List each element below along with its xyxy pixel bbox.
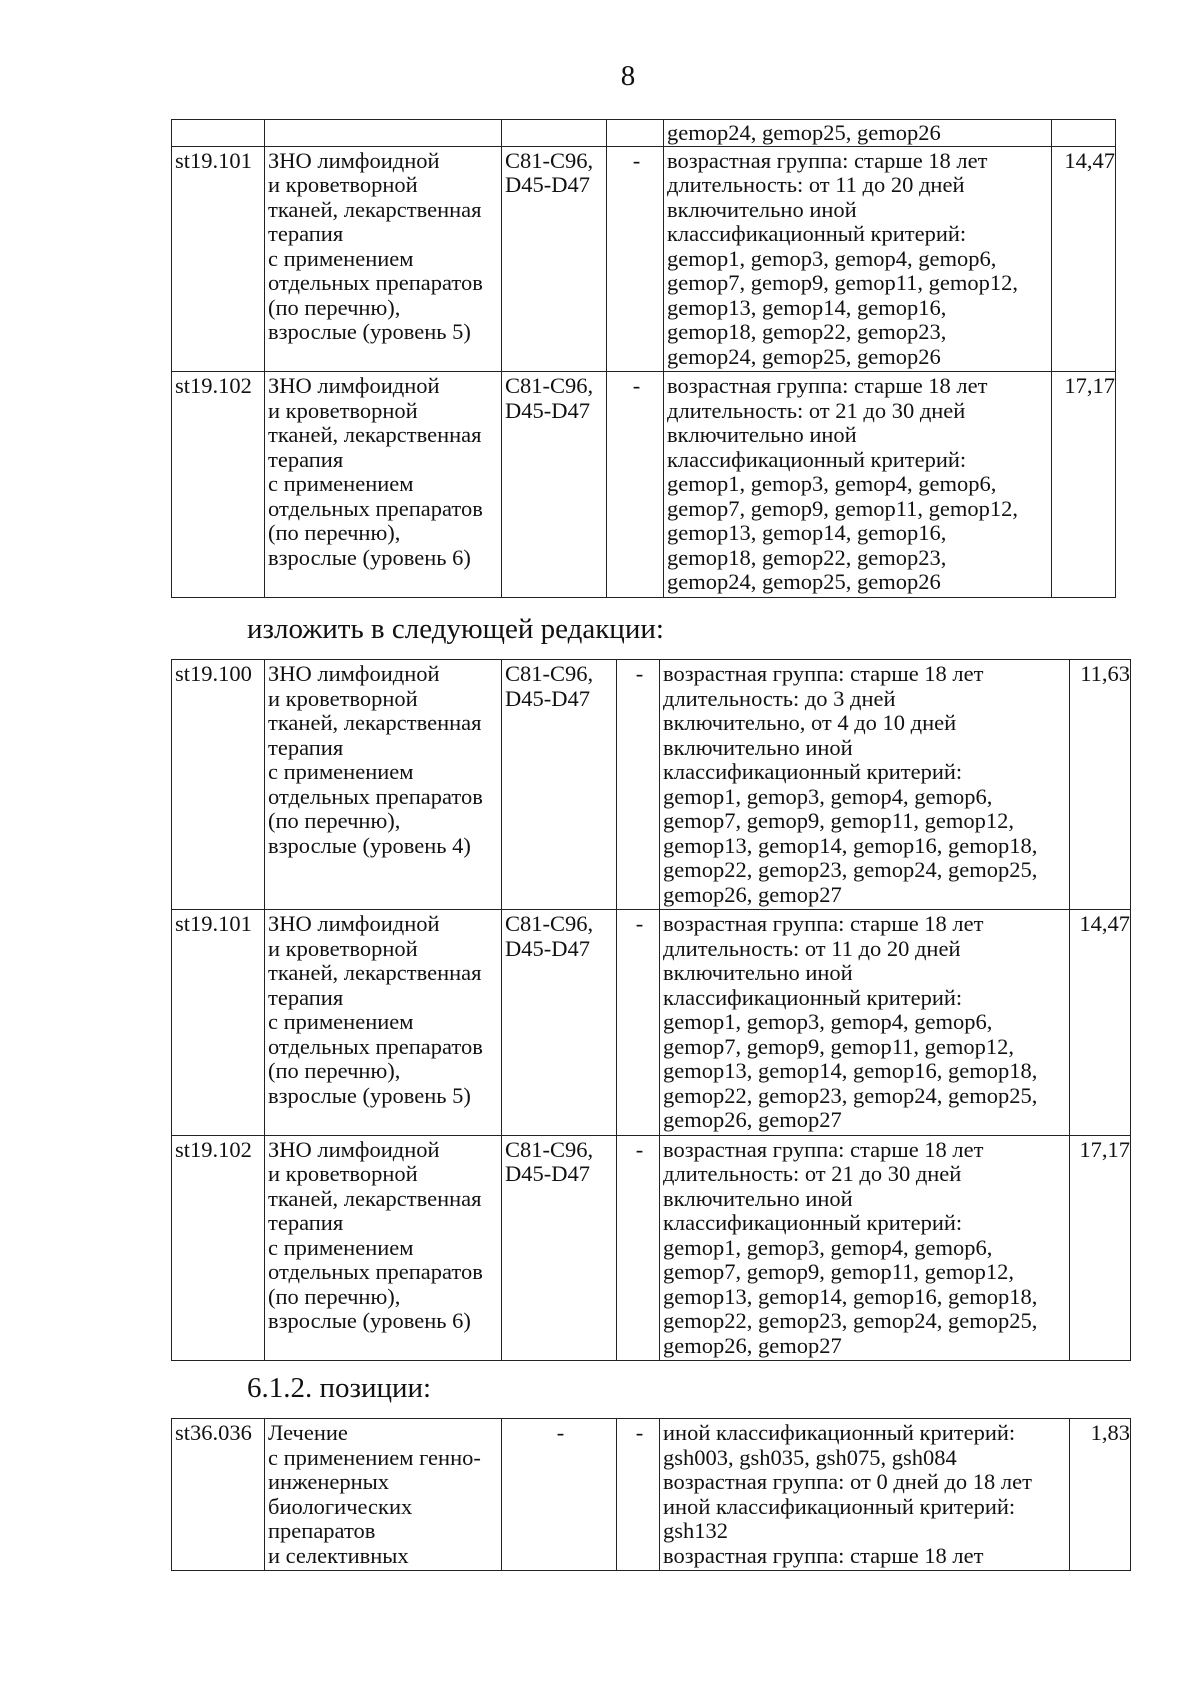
table-row	[172, 910, 1131, 1136]
icd-cell: C81-C96, D45-D47	[502, 910, 617, 1136]
dash-cell: -	[617, 910, 660, 1136]
table-new-edition	[171, 659, 1131, 1361]
coef-cell: 11,63	[1070, 660, 1131, 910]
icd-cell: -	[502, 1419, 617, 1571]
criteria-cell: gemop24, gemop25, gemop26	[664, 120, 1052, 147]
coef-cell: 1,83	[1070, 1419, 1131, 1571]
table-row	[172, 1419, 1131, 1571]
name-cell: Лечение с применением генно- инженерных биологических препаратов и селективных	[265, 1419, 502, 1571]
coef-cell: 17,17	[1070, 1135, 1131, 1361]
code-cell	[172, 120, 265, 147]
code-cell: st36.036	[172, 1419, 265, 1571]
name-cell: ЗНО лимфоидной и кроветворной тканей, лекарственная терапия с применением отдельных препаратов (по перечню), взрослые (уровень 5)	[265, 146, 502, 372]
code-cell: st19.102	[172, 372, 265, 598]
dash-cell: -	[617, 1419, 660, 1571]
criteria-cell: иной классификационный критерий: gsh003, gsh035, gsh075, gsh084 возрастная группа: от 0 дней до 18 лет иной классификационный критерий: gsh132 возрастная группа: старше 18 лет	[660, 1419, 1070, 1571]
table-row	[172, 1135, 1131, 1361]
name-cell: ЗНО лимфоидной и кроветворной тканей, лекарственная терапия с применением отдельных препаратов (по перечню), взрослые (уровень 6)	[265, 1135, 502, 1361]
icd-cell: C81-C96, D45-D47	[502, 1135, 617, 1361]
criteria-cell: возрастная группа: старше 18 лет длительность: от 21 до 30 дней включительно иной классификационный критерий: gemop1, gemop3, gemop4, gemop6, gemop7, gemop9, gemop11, gemop12, gemop13, gemop14, gemop16, gemop18, gemop22, gemop23, gemop24, gemop25, gemop26	[664, 372, 1052, 598]
dash-cell: -	[607, 146, 664, 372]
name-cell: ЗНО лимфоидной и кроветворной тканей, лекарственная терапия с применением отдельных препаратов (по перечню), взрослые (уровень 4)	[265, 660, 502, 910]
criteria-cell: возрастная группа: старше 18 лет длительность: от 21 до 30 дней включительно иной классификационный критерий: gemop1, gemop3, gemop4, gemop6, gemop7, gemop9, gemop11, gemop12, gemop13, gemop14, gemop16, gemop18, gemop22, gemop23, gemop24, gemop25, gemop26, gemop27	[660, 1135, 1070, 1361]
criteria-cell: возрастная группа: старше 18 лет длительность: от 11 до 20 дней включительно иной классификационный критерий: gemop1, gemop3, gemop4, gemop6, gemop7, gemop9, gemop11, gemop12, gemop13, gemop14, gemop16, gemop18, gemop22, gemop23, gemop24, gemop25, gemop26	[664, 146, 1052, 372]
icd-cell: C81-C96, D45-D47	[502, 660, 617, 910]
icd-cell: C81-C96, D45-D47	[502, 372, 607, 598]
section-heading-positions: 6.1.2. позиции:	[247, 1372, 432, 1404]
coef-cell	[1052, 120, 1116, 147]
table-row	[172, 146, 1116, 372]
page-number: 8	[620, 60, 636, 92]
icd-cell: C81-C96, D45-D47	[502, 146, 607, 372]
coef-cell: 14,47	[1070, 910, 1131, 1136]
dash-cell: -	[607, 372, 664, 598]
table-positions	[171, 1418, 1131, 1571]
coef-cell: 14,47	[1052, 146, 1116, 372]
table-row-continuation	[172, 120, 1116, 147]
code-cell: st19.100	[172, 660, 265, 910]
name-cell	[265, 120, 502, 147]
dash-cell: -	[617, 660, 660, 910]
criteria-cell: возрастная группа: старше 18 лет длительность: до 3 дней включительно, от 4 до 10 дней включительно иной классификационный критерий: gemop1, gemop3, gemop4, gemop6, gemop7, gemop9, gemop11, gemop12, gemop13, gemop14, gemop16, gemop18, gemop22, gemop23, gemop24, gemop25, gemop26, gemop27	[660, 660, 1070, 910]
name-cell: ЗНО лимфоидной и кроветворной тканей, лекарственная терапия с применением отдельных препаратов (по перечню), взрослые (уровень 5)	[265, 910, 502, 1136]
section-heading-new-edition: изложить в следующей редакции:	[247, 613, 664, 645]
code-cell: st19.101	[172, 910, 265, 1136]
name-cell: ЗНО лимфоидной и кроветворной тканей, лекарственная терапия с применением отдельных препаратов (по перечню), взрослые (уровень 6)	[265, 372, 502, 598]
table-previous-version	[171, 119, 1116, 598]
dash-cell: -	[617, 1135, 660, 1361]
table-row	[172, 372, 1116, 598]
table-row	[172, 660, 1131, 910]
criteria-cell: возрастная группа: старше 18 лет длительность: от 11 до 20 дней включительно иной классификационный критерий: gemop1, gemop3, gemop4, gemop6, gemop7, gemop9, gemop11, gemop12, gemop13, gemop14, gemop16, gemop18, gemop22, gemop23, gemop24, gemop25, gemop26, gemop27	[660, 910, 1070, 1136]
code-cell: st19.101	[172, 146, 265, 372]
dash-cell	[607, 120, 664, 147]
code-cell: st19.102	[172, 1135, 265, 1361]
icd-cell	[502, 120, 607, 147]
coef-cell: 17,17	[1052, 372, 1116, 598]
